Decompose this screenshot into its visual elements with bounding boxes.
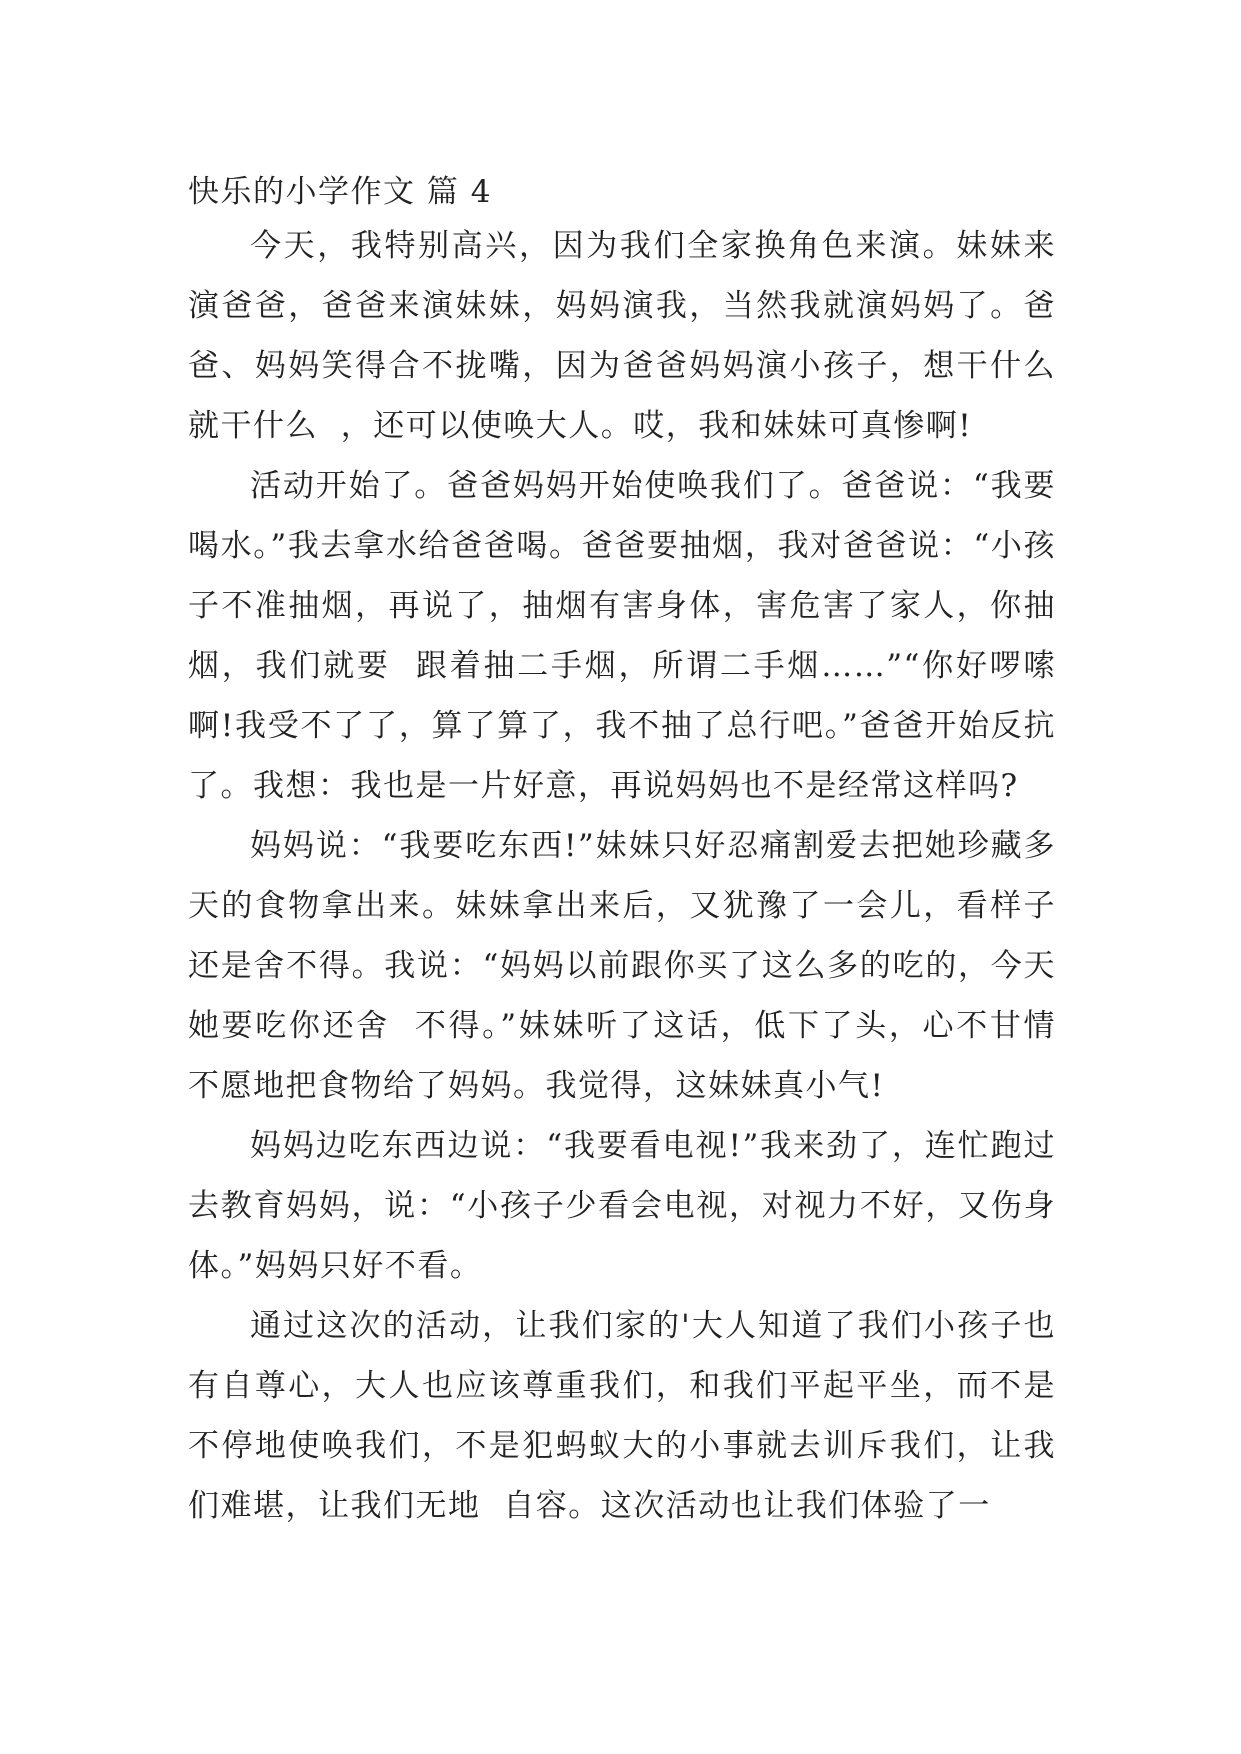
paragraph-3: 妈妈说：“我要吃东西!”妹妹只好忍痛割爱去把她珍藏多天的食物拿出来。妹妹拿出来后，又犹豫了一会儿，看样子还是舍不得。我说：“妈妈以前跟你买了这么多的吃的，今天她要吃你还舍 不得。”妹妹听了这话，低下了头，心不甘情不愿地把食物给了妈妈。我觉得，这妹妹真小气!: [188, 828, 1056, 1104]
paragraph-2: 活动开始了。爸爸妈妈开始使唤我们了。爸爸说：“我要喝水。”我去拿水给爸爸喝。爸爸要抽烟，我对爸爸说：“小孩子不准抽烟，再说了，抽烟有害身体，害危害了家人，你抽烟，我们就要 跟着抽二手烟，所谓二手烟……”“你好啰嗦啊!我受不了了，算了算了，我不抽了总行吧。”爸爸开始反抗了。我想：我也是一片好意，再说妈妈也不是经常这样吗?: [188, 468, 1056, 804]
paragraph-5: 通过这次的活动，让我们家的'大人知道了我们小孩子也有自尊心，大人也应该尊重我们，和我们平起平坐，而不是不停地使唤我们，不是犯蚂蚁大的小事就去训斥我们，让我们难堪，让我们无地 自容。这次活动也让我们体验了一: [188, 1308, 1056, 1524]
paragraph-1: 今天，我特别高兴，因为我们全家换角色来演。妹妹来演爸爸，爸爸来演妹妹，妈妈演我，当然我就演妈妈了。爸爸、妈妈笑得合不拢嘴，因为爸爸妈妈演小孩子，想干什么就干什么 ，还可以使唤大人。哎，我和妹妹可真惨啊!: [188, 228, 1056, 444]
paragraph-4: 妈妈边吃东西边说：“我要看电视!”我来劲了，连忙跑过去教育妈妈，说：“小孩子少看会电视，对视力不好，又伤身体。”妈妈只好不看。: [188, 1128, 1056, 1284]
article-title: 快乐的小学作文 篇 4: [188, 174, 492, 210]
article-body: [188, 168, 1056, 1536]
